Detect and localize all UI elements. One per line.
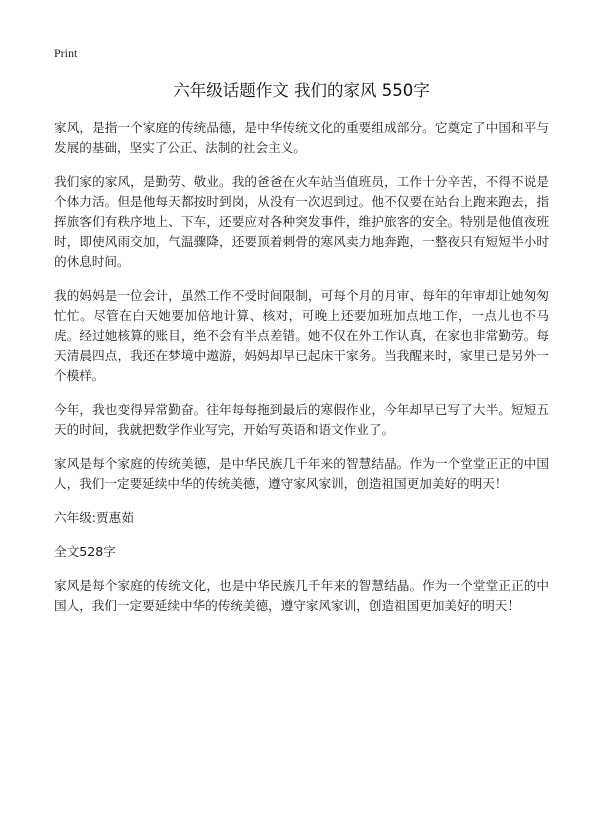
article-title: 六年级话题作文 我们的家风 550字	[173, 81, 430, 100]
article	[54, 80, 549, 616]
summary-paragraph: 家风是每个家庭的传统文化，也是中华民族几千年来的智慧结晶。作为一个堂堂正正的中国人，我们一定要延续中华的传统美德，遵守家风家训，创造祖国更加美好的明天！	[54, 578, 549, 613]
paragraph-5: 家风是每个家庭的传统美德，是中华民族几千年来的智慧结晶。作为一个堂堂正正的中国人，我们一定要延续中华的传统美德，遵守家风家训，创造祖国更加美好的明天！	[54, 456, 549, 491]
print-link[interactable]: Print	[54, 46, 78, 60]
word-count: 全文528字	[54, 544, 116, 559]
paragraph-4: 今年，我也变得异常勤奋。往年每每拖到最后的寒假作业，今年却早已写了大半。短短五天的时间，我就把数学作业写完，开始写英语和语文作业了。	[54, 402, 549, 437]
paragraph-3: 我的妈妈是一位会计，虽然工作不受时间限制，可每个月的月审、每年的年审却让她匆匆忙忙。尽管在白天她要加倍地计算、核对，可晚上还要加班加点地工作，一点儿也不马虎。经过她核算的账目，绝不会有半点差错。她不仅在外工作认真，在家也非常勤劳。每天清晨四点，我还在梦境中遨游，妈妈却早已起床干家务。当我醒来时，家里已是另外一个模样。	[54, 288, 549, 383]
paragraph-1: 家风，是指一个家庭的传统品德，是中华传统文化的重要组成部分。它奠定了中国和平与发展的基础，坚实了公正、法制的社会主义。	[54, 120, 549, 155]
author-signature: 六年级:贾惠茹	[54, 510, 134, 525]
paragraph-2: 我们家的家风，是勤劳、敬业。我的爸爸在火车站当值班员，工作十分辛苦，不得不说是个体力活。但是他每天都按时到岗，从没有一次迟到过。他不仅要在站台上跑来跑去，指挥旅客们有秩序地上、下车，还要应对各种突发事件，维护旅客的安全。特别是他值夜班时，即使风雨交加，气温骤降，还要顶着刺骨的寒风卖力地奔跑，一整夜只有短短半小时的休息时间。	[54, 174, 549, 269]
